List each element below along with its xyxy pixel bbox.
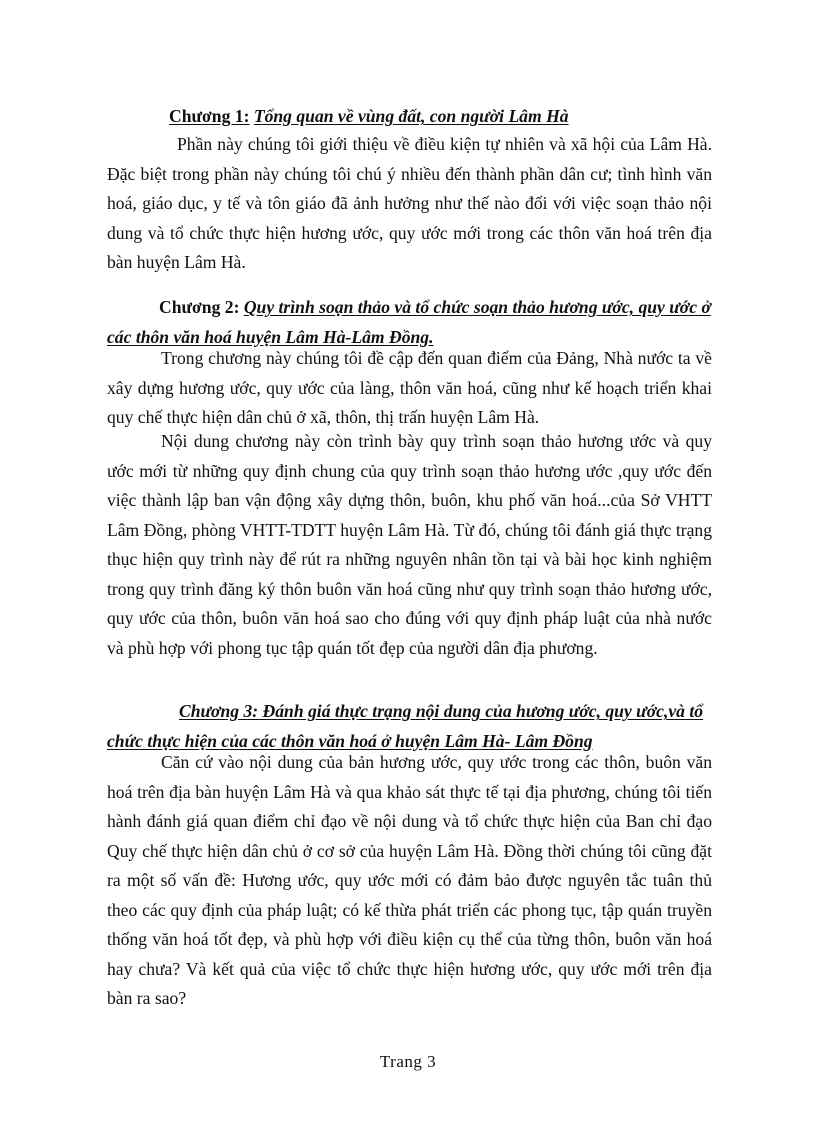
page-number: Trang 3 bbox=[379, 1052, 437, 1071]
chapter-1-heading bbox=[107, 102, 712, 132]
chapter-3-paragraph: Căn cứ vào nội dung của bản hương ước, quy ước trong các thôn, buôn văn hoá trên địa bàn huyện Lâm Hà và qua khảo sát thực tế tại địa phương, chúng tôi tiến hành đánh giá quan điểm chỉ đạo về nội dung và tổ chức thực hiện của Ban chỉ đạo Quy chế thực hiện dân chủ ở cơ sở của huyện Lâm Hà. Đồng thời chúng tôi cũng đặt ra một số vấn đề: Hương ước, quy ước mới có đảm bảo được nguyên tắc tuân thủ theo các quy định của pháp luật; có kế thừa phát triển các phong tục, tập quán truyền thống văn hoá tốt đẹp, và phù hợp với điều kiện cụ thể của từng thôn, buôn văn hoá hay chưa? Và kết quả của việc tổ chức thực hiện hương ước, quy ước mới trên địa bàn ra sao? bbox=[107, 752, 712, 1008]
chapter-2-paragraph-2: Nội dung chương này còn trình bày quy trình soạn thảo hương ước và quy ước mới từ những quy định chung của quy trình soạn thảo hương ước ,quy ước đến việc thành lập ban vận động xây dựng thôn, buôn, khu phố văn hoá...của Sở VHTT Lâm Đồng, phòng VHTT-TDTT huyện Lâm Hà. Từ đó, chúng tôi đánh giá thực trạng thục hiện quy trình này để rút ra những nguyên nhân tồn tại và bài học kinh nghiệm trong quy trình đăng ký thôn buôn văn hoá cũng như quy trình soạn thảo hương ước, quy ước của thôn, buôn văn hoá sao cho đúng với quy định pháp luật của nhà nước và phù hợp với phong tục tập quán tốt đẹp của người dân địa phương. bbox=[107, 431, 712, 658]
chapter-1-title: Tổng quan về vùng đất, con người Lâm Hà bbox=[253, 106, 569, 126]
chapter-2-title: Quy trình soạn thảo và tổ chức soạn thảo hương ước, quy ước ở các thôn văn hoá huyện Lâm Hà-Lâm Đồng. bbox=[107, 297, 711, 347]
chapter-2-paragraph-1: Trong chương này chúng tôi đề cập đến quan điểm của Đảng, Nhà nước ta về xây dựng hương ước, quy ước của làng, thôn văn hoá, cũng như kế hoạch triển khai quy chế thực hiện dân chủ ở xã, thôn, thị trấn huyện Lâm Hà. bbox=[107, 348, 712, 427]
chapter-1-label: Chương 1: bbox=[169, 106, 250, 126]
chapter-3-title: Chương 3: Đánh giá thực trạng nội dung của hương ước, quy ước,và tổ chức thực hiện của các thôn văn hoá ở huyện Lâm Hà- Lâm Đồng bbox=[107, 701, 704, 751]
chapter-1-paragraph: Phần này chúng tôi giới thiệu về điều kiện tự nhiên và xã hội của Lâm Hà. Đặc biệt trong phần này chúng tôi chú ý nhiều đến thành phần dân cư; tình hình văn hoá, giáo dục, y tế và tôn giáo đã ảnh hưởng như thế nào đối với việc soạn thảo nội dung và tổ chức thực hiện hương ước, quy ước mới trong các thôn văn hoá trên địa bàn huyện Lâm Hà. bbox=[107, 134, 712, 272]
chapter-2-label: Chương 2: bbox=[159, 297, 240, 317]
